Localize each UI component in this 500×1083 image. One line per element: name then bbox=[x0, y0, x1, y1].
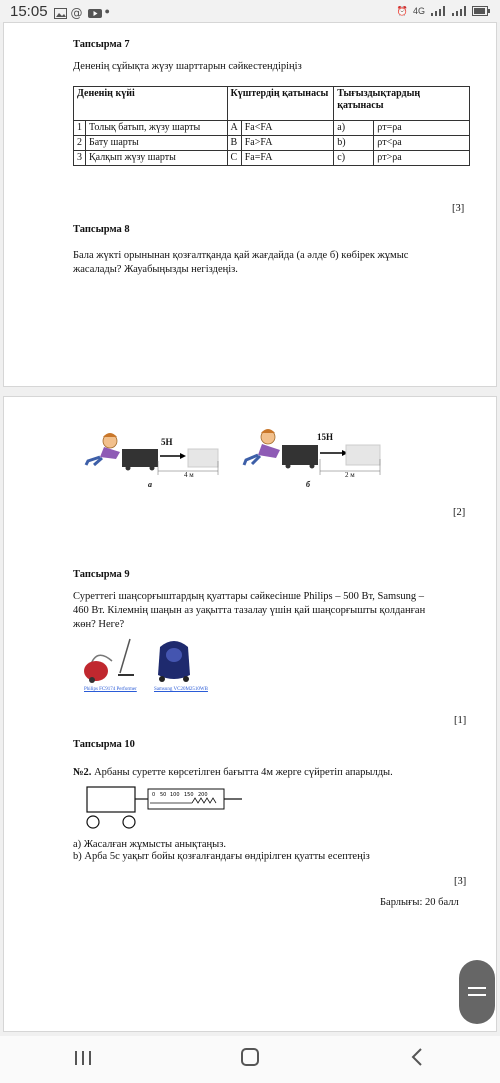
row-marker: a) bbox=[334, 121, 374, 136]
task8-title: Тапсырма 8 bbox=[73, 224, 130, 235]
row-state: Бату шарты bbox=[86, 136, 228, 151]
fig-a-force: 5Н bbox=[161, 437, 173, 447]
caption-philips[interactable]: Philips FC9174 Performer bbox=[84, 687, 137, 692]
load-box bbox=[122, 449, 158, 467]
status-time: 15:05 bbox=[10, 2, 48, 20]
row-force: Fa=FA bbox=[241, 151, 334, 166]
vacuum-philips-icon bbox=[82, 637, 138, 685]
dot-icon: ● bbox=[104, 6, 110, 16]
recent-apps-icon bbox=[73, 1049, 93, 1067]
alarm-icon: ⏰ bbox=[396, 5, 408, 16]
task10-title: Тапсырма 10 bbox=[73, 739, 135, 750]
task7-question: Дененің сұйықта жүзу шарттарын сәйкестендіріңіз bbox=[73, 61, 302, 72]
fig-b-dist: 2 м bbox=[345, 471, 355, 479]
back-button[interactable] bbox=[387, 1047, 447, 1073]
document-page-2[interactable] bbox=[3, 396, 497, 1032]
child-pushing-icon bbox=[244, 429, 280, 465]
home-button[interactable] bbox=[220, 1047, 280, 1073]
row-force: Fa>FA bbox=[241, 136, 334, 151]
signal-icon bbox=[430, 6, 446, 16]
load-box-ghost bbox=[188, 449, 218, 467]
row-letter: A bbox=[227, 121, 241, 136]
vacuum-samsung-icon bbox=[154, 637, 194, 683]
figure-a bbox=[80, 427, 225, 497]
fig-a-dist: 4 м bbox=[184, 471, 194, 479]
cart-body bbox=[87, 787, 135, 812]
fig-b-force: 15Н bbox=[317, 432, 334, 442]
svg-text:50: 50 bbox=[160, 792, 167, 798]
task8-line1: Бала жүкті орынынан қозғалтқанда қай жағдайда (а әлде б) көбірек жұмыс bbox=[73, 250, 409, 261]
task9-line2: 460 Вт. Кілемнің шаңын аз уақытта тазалау үшін қай шаңсорғышты қолданған bbox=[73, 605, 426, 616]
total-score: Барлығы: 20 балл bbox=[380, 897, 459, 908]
child-pushing-icon bbox=[86, 433, 120, 465]
task7-table bbox=[73, 86, 470, 166]
row-state: Қалқып жүзу шарты bbox=[86, 151, 228, 166]
menu-icon bbox=[468, 985, 486, 999]
battery-icon bbox=[472, 6, 490, 16]
row-density: ρт<ρа bbox=[374, 136, 470, 151]
problem-number: №2. bbox=[73, 767, 92, 778]
task8-line2: жасалады? Жауабыңызды негіздеңіз. bbox=[73, 264, 238, 275]
recent-apps-button[interactable] bbox=[53, 1047, 113, 1073]
col-header-density: Тығыздықтардың қатынасы bbox=[334, 87, 470, 121]
task9-title: Тапсырма 9 bbox=[73, 569, 130, 580]
caption-samsung[interactable]: Samsung VC20M2510WB bbox=[154, 687, 208, 692]
task9-line1: Суреттегі шаңсорғыштардың қуаттары сәйкесінше Philips – 500 Вт, Samsung – bbox=[73, 591, 424, 602]
table-row bbox=[74, 121, 470, 136]
load-box-ghost bbox=[346, 445, 380, 465]
row-density: ρт>ρа bbox=[374, 151, 470, 166]
task10-qb: b) Арба 5с уақыт бойы қозғалғандағы өндірілген қуатты есептеңіз bbox=[73, 851, 370, 862]
svg-text:150: 150 bbox=[184, 792, 194, 798]
row-letter: C bbox=[227, 151, 241, 166]
fig-b-label: б bbox=[306, 480, 310, 489]
row-state: Толық батып, жүзу шарты bbox=[86, 121, 228, 136]
fullscreen-button[interactable] bbox=[459, 960, 495, 1024]
task9-score: [1] bbox=[454, 715, 467, 726]
task10-problem bbox=[73, 766, 393, 780]
home-icon bbox=[240, 1047, 260, 1067]
back-icon bbox=[407, 1047, 427, 1067]
row-marker: b) bbox=[334, 136, 374, 151]
col-header-force: Күштердің қатынасы bbox=[227, 87, 334, 121]
svg-text:100: 100 bbox=[170, 792, 180, 798]
network-icon: 4G bbox=[412, 6, 425, 16]
col-header-state: Дененің күйі bbox=[74, 87, 228, 121]
status-right bbox=[397, 6, 490, 17]
task7-score: [3] bbox=[452, 203, 465, 214]
load-box bbox=[282, 445, 318, 465]
table-row bbox=[74, 151, 470, 166]
gallery-icon bbox=[54, 6, 67, 17]
row-force: Fa<FA bbox=[241, 121, 334, 136]
android-nav-bar bbox=[0, 1036, 500, 1083]
table-row bbox=[74, 136, 470, 151]
figure-b bbox=[240, 427, 385, 497]
svg-text:200: 200 bbox=[198, 792, 208, 798]
problem-text: Арбаны суретте көрсетілген бағытта 4м жерге сүйретіп апарылды. bbox=[91, 767, 393, 778]
row-density: ρт=ρа bbox=[374, 121, 470, 136]
status-bar bbox=[0, 0, 500, 22]
task10-qa: а) Жасалған жұмысты анықтаңыз. bbox=[73, 839, 226, 850]
row-number: 3 bbox=[74, 151, 86, 166]
task7-title: Тапсырма 7 bbox=[73, 39, 130, 50]
task9-line3: жөн? Неге? bbox=[73, 619, 125, 630]
task8-score: [2] bbox=[453, 507, 466, 518]
row-letter: B bbox=[227, 136, 241, 151]
document-page-1[interactable] bbox=[3, 22, 497, 387]
signal-icon-2 bbox=[451, 6, 467, 16]
cart-figure bbox=[84, 785, 264, 835]
youtube-icon bbox=[88, 6, 101, 17]
row-number: 2 bbox=[74, 136, 86, 151]
task10-score: [3] bbox=[454, 876, 467, 887]
fig-a-label: а bbox=[148, 480, 152, 489]
svg-text:0: 0 bbox=[152, 792, 156, 798]
table-header-row bbox=[74, 87, 470, 121]
at-icon: @ bbox=[70, 5, 83, 20]
row-number: 1 bbox=[74, 121, 86, 136]
row-marker: c) bbox=[334, 151, 374, 166]
